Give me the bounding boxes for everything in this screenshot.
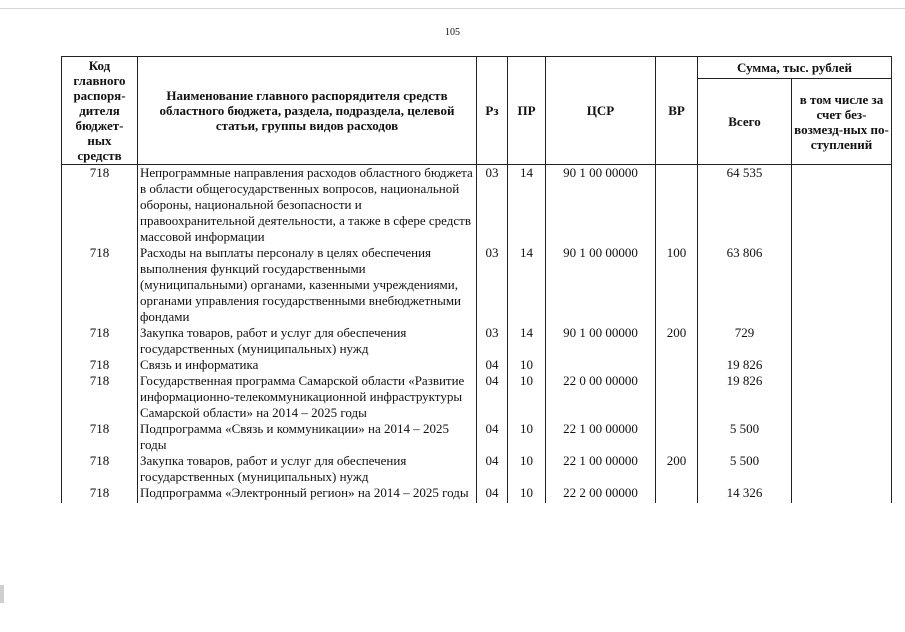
cell-total: 64 535 [698,165,792,246]
cell-csr: 90 1 00 00000 [546,165,656,246]
cell-rz: 04 [477,485,508,503]
table-row [62,357,892,373]
cell-rz: 04 [477,357,508,373]
cell-gratuitous [792,485,892,503]
cell-code: 718 [62,245,138,325]
cell-name: Расходы на выплаты персоналу в целях обеспечения выполнения функций государственными (муниципальными) органами, казенными учреждениями, органами управления государственными внебюджетными фондами [138,245,477,325]
cell-gratuitous [792,245,892,325]
cell-rz: 03 [477,165,508,246]
cell-rz: 04 [477,453,508,485]
cell-vr [656,485,698,503]
cell-rz: 03 [477,245,508,325]
cell-code: 718 [62,325,138,357]
cell-csr: 90 1 00 00000 [546,325,656,357]
header-vr: ВР [656,57,698,165]
cell-gratuitous [792,165,892,246]
cell-total: 63 806 [698,245,792,325]
cell-pr: 10 [508,373,546,421]
cell-vr [656,373,698,421]
cell-csr: 22 2 00 00000 [546,485,656,503]
cell-total: 5 500 [698,453,792,485]
cell-name: Связь и информатика [138,357,477,373]
cell-total: 19 826 [698,373,792,421]
scan-mark [0,585,4,603]
cell-vr [656,165,698,246]
cell-gratuitous [792,453,892,485]
cell-csr: 90 1 00 00000 [546,245,656,325]
table-row [62,165,892,246]
cell-rz: 04 [477,421,508,453]
top-rule [0,8,905,9]
cell-name: Государственная программа Самарской области «Развитие информационно-телекоммуникационной инфраструктуры Самарской области» на 2014 – 2025 годы [138,373,477,421]
cell-name: Закупка товаров, работ и услуг для обеспечения государственных (муниципальных) нужд [138,325,477,357]
table-row [62,325,892,357]
cell-gratuitous [792,373,892,421]
cell-name: Непрограммные направления расходов областного бюджета в области общегосударственных вопросов, национальной обороны, национальной безопасности и правоохранительной деятельности, а также в сфере средств массовой информации [138,165,477,246]
table-header [62,57,892,165]
header-gratuitous: в том числе за счет без-возмезд-ных по-ступлений [792,79,892,165]
cell-pr: 10 [508,453,546,485]
cell-code: 718 [62,373,138,421]
table-row [62,421,892,453]
header-code: Код главного распоря-дителя бюджет-ных средств [62,57,138,165]
cell-name: Подпрограмма «Электронный регион» на 2014 – 2025 годы [138,485,477,503]
cell-total: 5 500 [698,421,792,453]
cell-code: 718 [62,357,138,373]
cell-pr: 14 [508,325,546,357]
cell-gratuitous [792,357,892,373]
cell-gratuitous [792,421,892,453]
cell-code: 718 [62,165,138,246]
cell-name: Закупка товаров, работ и услуг для обеспечения государственных (муниципальных) нужд [138,453,477,485]
cell-pr: 10 [508,421,546,453]
header-pr: ПР [508,57,546,165]
cell-total: 14 326 [698,485,792,503]
cell-vr: 200 [656,453,698,485]
table-row [62,245,892,325]
cell-code: 718 [62,453,138,485]
cell-vr [656,421,698,453]
cell-csr: 22 1 00 00000 [546,453,656,485]
table-body [62,165,892,504]
table-row [62,373,892,421]
cell-code: 718 [62,421,138,453]
table-row [62,453,892,485]
header-name: Наименование главного распорядителя средств областного бюджета, раздела, подраздела, целевой статьи, группы видов расходов [138,57,477,165]
header-sum: Сумма, тыс. рублей [698,57,892,79]
header-total: Всего [698,79,792,165]
cell-csr [546,357,656,373]
cell-total: 729 [698,325,792,357]
cell-pr: 10 [508,357,546,373]
cell-rz: 04 [477,373,508,421]
cell-vr [656,357,698,373]
cell-pr: 10 [508,485,546,503]
cell-gratuitous [792,325,892,357]
cell-total: 19 826 [698,357,792,373]
header-rz: Рз [477,57,508,165]
budget-table [61,56,892,503]
cell-vr: 200 [656,325,698,357]
cell-csr: 22 0 00 00000 [546,373,656,421]
cell-pr: 14 [508,245,546,325]
cell-pr: 14 [508,165,546,246]
cell-vr: 100 [656,245,698,325]
cell-code: 718 [62,485,138,503]
table-row [62,485,892,503]
cell-name: Подпрограмма «Связь и коммуникации» на 2014 – 2025 годы [138,421,477,453]
cell-rz: 03 [477,325,508,357]
header-csr: ЦСР [546,57,656,165]
cell-csr: 22 1 00 00000 [546,421,656,453]
page-number: 105 [445,27,460,38]
